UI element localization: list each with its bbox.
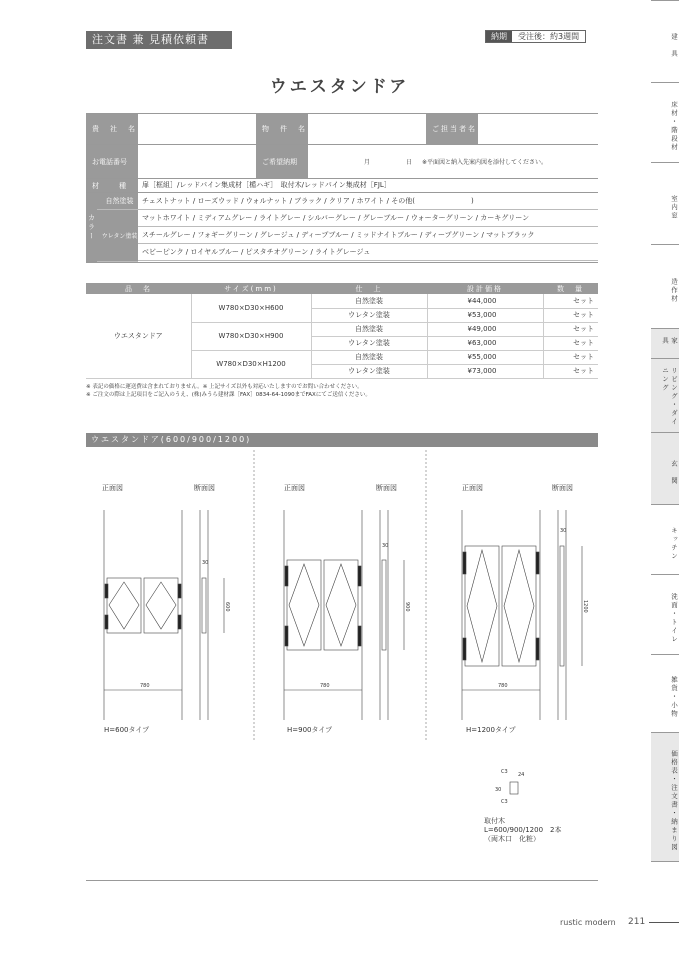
section-label: 断面図 — [194, 484, 215, 492]
price-cell: ¥53,000 — [427, 308, 543, 322]
tab-entrance[interactable]: 玄 関 — [651, 432, 679, 504]
size-cell: W780×D30×H600 — [191, 294, 311, 322]
day-label: 日 — [406, 159, 413, 166]
product-title: ウエスタンドア — [269, 77, 410, 97]
fitting-c3-bottom: C3 — [501, 799, 508, 805]
type-label: H=900タイプ — [287, 726, 333, 734]
footer-rule — [649, 922, 679, 923]
width-dim: 780 — [320, 683, 330, 689]
tab-fittings[interactable]: 建 具 — [651, 0, 679, 82]
company-label: 貴 社 名 — [86, 114, 138, 144]
drawing-h1200 — [462, 510, 582, 720]
order-form — [86, 113, 598, 263]
fitting-30: 30 — [495, 787, 502, 793]
width-dim: 780 — [140, 683, 150, 689]
section-label: 断面図 — [376, 484, 397, 492]
tab-interior-window[interactable]: 室内窓 — [651, 162, 679, 244]
drawings-svg — [86, 450, 598, 770]
tab-furniture[interactable]: 家 具 — [651, 328, 679, 358]
width-dim: 780 — [498, 683, 508, 689]
qty-cell[interactable]: セット — [543, 350, 598, 364]
month-label: 月 — [364, 159, 371, 166]
qty-cell[interactable]: セット — [543, 308, 598, 322]
header-product: 品 名 — [86, 283, 191, 294]
table-row — [86, 294, 598, 308]
header-size: サイズ(mm) — [191, 283, 311, 294]
finish-cell: ウレタン塗装 — [311, 308, 427, 322]
urethane-colors-3: ベビーピンク / ロイヤルブルー / ピスタチオグリーン / ライトグレージュ — [138, 244, 598, 261]
header-finish: 仕 上 — [311, 283, 427, 294]
price-cell: ¥73,000 — [427, 364, 543, 378]
fitting-line: 取付木 — [484, 817, 505, 825]
thickness-dim: 30 — [202, 560, 209, 566]
section-bar: ウエスタンドア(600/900/1200) — [86, 433, 598, 447]
material-label: 材 種 — [86, 179, 138, 192]
tab-goods[interactable]: 雑貨・小物 — [651, 654, 679, 732]
fitting-24: 24 — [518, 772, 525, 778]
finish-cell: ウレタン塗装 — [311, 364, 427, 378]
contact-field[interactable] — [478, 114, 598, 144]
product-name-cell: ウエスタンドア — [86, 294, 191, 378]
front-label: 正面図 — [284, 484, 305, 492]
height-dim: 900 — [404, 602, 410, 612]
date-note: ※平面図と納入先案内図を添付してください。 — [422, 159, 548, 166]
front-label: 正面図 — [462, 484, 483, 492]
urethane-colors-2: スチールグレー / フォギーグリーン / グレージュ / ディープブルー / ミッドナイトブルー / ディープグリーン / マットブラック — [138, 227, 598, 244]
thickness-dim: 30 — [560, 528, 567, 534]
footer-brand: rustic modern — [560, 918, 616, 927]
type-label: H=600タイプ — [104, 726, 150, 734]
company-field[interactable] — [138, 114, 256, 144]
project-field[interactable] — [308, 114, 426, 144]
price-cell: ¥63,000 — [427, 336, 543, 350]
drawing-h600 — [104, 510, 224, 720]
front-label: 正面図 — [102, 484, 123, 492]
color-label: カラー — [86, 193, 97, 262]
fitting-text — [484, 817, 561, 844]
header-qty: 数 量 — [543, 283, 598, 294]
footer-divider — [86, 880, 598, 881]
height-dim: 1200 — [582, 600, 588, 613]
finish-cell: 自然塗装 — [311, 294, 427, 308]
header-price: 設計価格 — [427, 283, 543, 294]
note-2: ※ ご注文の際は上記項目をご記入のうえ、(株)みうら建材課［FAX］0834-64-1090までFAXにてご送信ください。 — [86, 392, 371, 398]
qty-cell[interactable]: セット — [543, 294, 598, 308]
phone-label: お電話番号 — [86, 145, 138, 178]
price-table — [86, 283, 598, 379]
material-value: 扉［框組］/レッドパイン集成材［楯ハギ］ 取付木/レッドパイン集成材［FJL］ — [142, 181, 391, 189]
type-label: H=1200タイプ — [466, 726, 516, 734]
date-label: ご希望納期 — [256, 145, 308, 178]
tab-living-dining[interactable]: リビング・ダイニング — [651, 358, 679, 432]
natural-colors: チェストナット / ローズウッド / ウォルナット / ブラック / クリア / ホワイト / その他( ) — [138, 193, 598, 210]
urethane-colors-1: マットホワイト / ミディアムグレー / ライトグレー / シルバーグレー / グレーブルー / ウォーターグリーン / カーキグリーン — [138, 210, 598, 227]
thickness-dim: 30 — [382, 543, 389, 549]
size-cell: W780×D30×H900 — [191, 322, 311, 350]
natural-paint-label: 自然塗装 — [97, 193, 138, 210]
note-1: ※ 表記の価格に運送費は含まれておりません。※ 上記サイズ以外も対応いたしますのでお問い合わせください。 — [86, 384, 363, 390]
page-number: 211 — [628, 917, 646, 927]
phone-field[interactable] — [138, 145, 256, 178]
fitting-line: （両木口 化粧） — [484, 835, 540, 843]
price-cell: ¥49,000 — [427, 322, 543, 336]
tab-price-list[interactable]: 価格表・注文書・納まり図 — [651, 732, 679, 862]
size-cell: W780×D30×H1200 — [191, 350, 311, 378]
qty-cell[interactable]: セット — [543, 364, 598, 378]
tab-washroom[interactable]: 洗面・トイレ — [651, 574, 679, 654]
fitting-line: L=600/900/1200 2本 — [484, 826, 562, 834]
qty-cell[interactable]: セット — [543, 336, 598, 350]
price-cell: ¥55,000 — [427, 350, 543, 364]
fitting-c3-top: C3 — [501, 769, 508, 775]
tab-flooring[interactable]: 床材・階段材 — [651, 82, 679, 162]
delivery-value: 受注後：約3週間 — [512, 31, 585, 42]
urethane-paint-label: ウレタン塗装 — [97, 210, 138, 262]
page-header-title: 注文書 兼 見積依頼書 — [86, 31, 232, 49]
date-field[interactable] — [308, 145, 598, 178]
project-label: 物 件 名 — [256, 114, 308, 144]
finish-cell: 自然塗装 — [311, 350, 427, 364]
section-label: 断面図 — [552, 484, 573, 492]
qty-cell[interactable]: セット — [543, 322, 598, 336]
delivery-label: 納期 — [486, 31, 512, 42]
drawing-h900 — [284, 510, 404, 720]
delivery-badge — [485, 30, 586, 43]
tab-kitchen[interactable]: キッチン — [651, 504, 679, 574]
contact-label: ご担当者名 — [426, 114, 478, 144]
price-cell: ¥44,000 — [427, 294, 543, 308]
tab-millwork[interactable]: 造作材 — [651, 244, 679, 328]
height-dim: 600 — [224, 602, 230, 612]
finish-cell: 自然塗装 — [311, 322, 427, 336]
finish-cell: ウレタン塗装 — [311, 336, 427, 350]
